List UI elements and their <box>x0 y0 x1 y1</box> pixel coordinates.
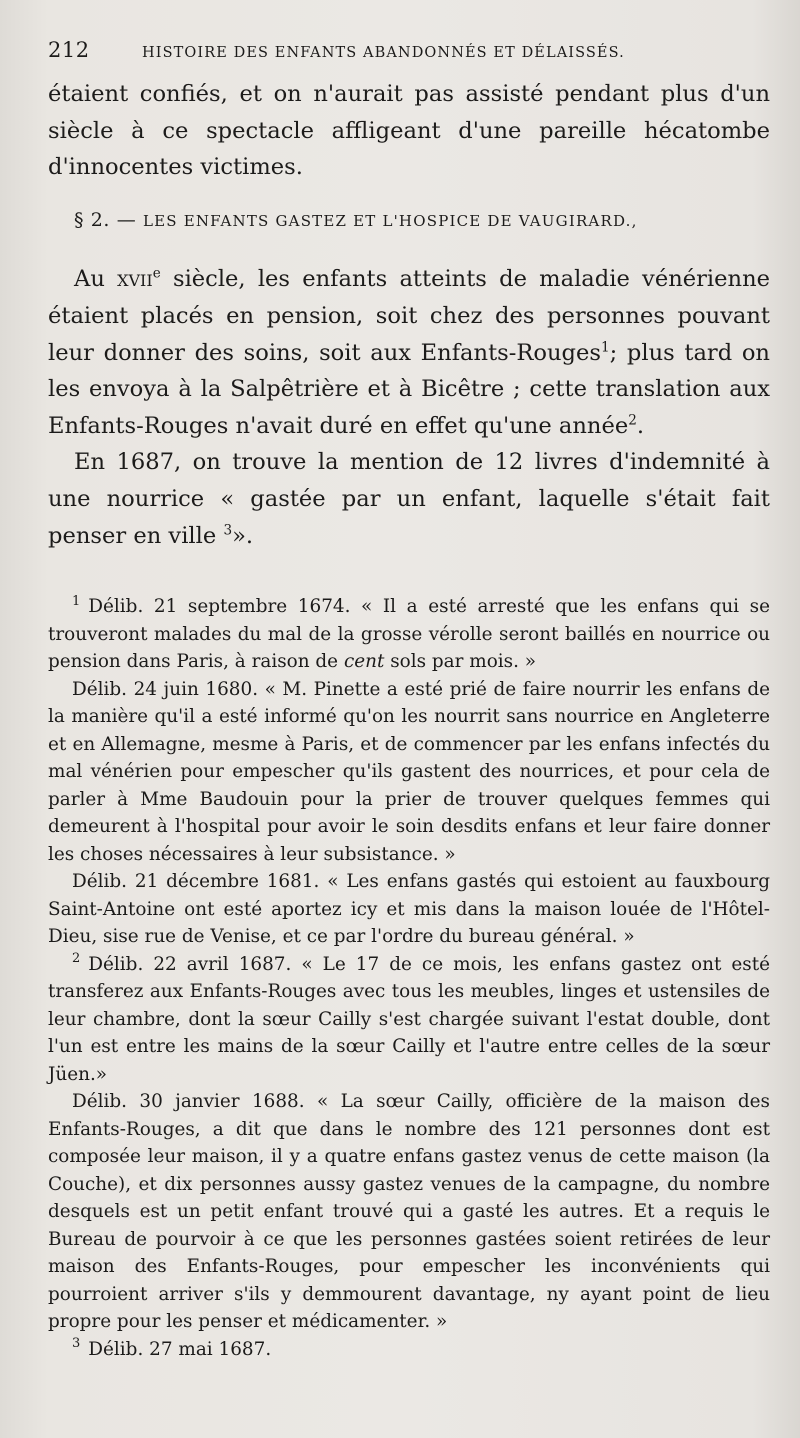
footnote-mark-1: 1 <box>72 593 81 609</box>
paragraph-start: Au <box>74 266 105 293</box>
paragraph-1687-end: ». <box>232 522 254 549</box>
page-number: 212 <box>48 38 90 62</box>
footnotes <box>48 593 770 1363</box>
century-suffix: e <box>152 265 161 282</box>
running-title: HISTOIRE DES ENFANTS ABANDONNÉS ET DÉLAISSÉS. <box>142 45 625 61</box>
paragraph-text-a: siècle, les enfants atteints de maladie vénérienne étaient placés en pension, soit chez des personnes pouvant leur donner des soins, soit aux Enfants-Rouges <box>48 266 770 366</box>
footnote-mark-3: 3 <box>72 1336 81 1352</box>
section-title: LES ENFANTS GASTEZ ET L'HOSPICE DE VAUGIRARD., <box>142 211 638 230</box>
footnote-1-continuation-1680: Délib. 24 juin 1680. « M. Pinette a esté prié de faire nourrir les enfans de la manière qu'il a esté informé qu'on les nourrit sans nourrice en Angleterre et en Allemagne, mesme à Paris, et de commencer par les enfans infectés du mal vénérien pour empescher qu'ils gastent des nourrices, et pour cela de parler à Mme Baudouin pour la prier de trouver quelques femmes qui demeurent à l'hospital pour avoir le soin desdits enfans et leur faire donner les choses nécessaires à leur subsistance. » <box>48 678 770 865</box>
running-header <box>48 38 766 66</box>
main-text <box>48 76 770 554</box>
paragraph-venereal-children <box>48 261 770 444</box>
footnote-2 <box>48 951 770 1089</box>
footnote-mark-2: 2 <box>72 951 81 967</box>
section-heading <box>48 202 770 240</box>
footnote-ref-1[interactable]: 1 <box>600 339 610 356</box>
footnote-3 <box>48 1336 770 1364</box>
footnote-ref-3[interactable]: 3 <box>223 522 233 538</box>
footnote-ref-2[interactable]: 2 <box>628 412 637 429</box>
footnote-1-continuation-1681: Délib. 21 décembre 1681. « Les enfans gastés qui estoient au fauxbourg Saint-Antoine ont esté aportez icy et mis dans la maison louée de l'Hôtel-Dieu, sise rue de Venise, et ce par l'ordre du bureau général. » <box>48 871 770 947</box>
footnote-2-text: Délib. 22 avril 1687. « Le 17 de ce mois, les enfans gastez ont esté transferez aux Enfants-Rouges avec tous les meubles, linges et ustensiles de leur chambre, dont la sœur Cailly s'est chargée suivant l'estat double, dont l'un est entre les mains de la sœur Cailly et l'autre entre celles de la sœur Jüen.» <box>48 953 770 1085</box>
paragraph-text-c: . <box>636 412 645 439</box>
footnote-1-text-b: sols par mois. » <box>390 651 537 672</box>
opening-paragraph: étaient confiés, et on n'aurait pas assisté pendant plus d'un siècle à ce spectacle affligeant d'une pareille hécatombe d'innocentes victimes. <box>48 81 770 181</box>
footnote-1-emphasis: cent <box>343 651 385 672</box>
footnote-2-continuation-1688: Délib. 30 janvier 1688. « La sœur Cailly, officière de la maison des Enfants-Rouges, a dit que dans le nombre des 121 personnes dont est composée leur maison, il y a quatre enfans gastez venus de cette maison (la Couche), et dix personnes aussy gastez venues de la campagne, du nombre desquels est un petit enfant trouvé qui a gasté les autres. Et a requis le Bureau de pourvoir à ce que les personnes gastées soient retirées de leur maison des Enfants-Rouges, pour empescher les inconvénients qui pourroient arriver s'ils y demmourent davantage, ny ayant point de lieu propre pour les penser et médicamenter. » <box>48 1091 770 1332</box>
section-number: § 2. — <box>74 208 137 231</box>
footnote-3-text: Délib. 27 mai 1687. <box>88 1338 272 1360</box>
paragraph-text-b: ; plus tard on les envoya à la Salpêtrière et à Bicêtre ; cette translation aux Enfants-Rouges n'avait duré en effet qu'une année <box>48 339 770 439</box>
paragraph-1687 <box>48 444 770 554</box>
century-numeral: xvii <box>117 266 153 293</box>
footnote-1-text-a: Délib. 21 septembre 1674. « Il a esté arresté que les enfans qui se trouveront malades du mal de la grosse vérolle seront baillés en nourrice ou pension dans Paris, à raison de <box>48 596 770 672</box>
footnote-1 <box>48 593 770 676</box>
paragraph-1687-text: En 1687, on trouve la mention de 12 livres d'indemnité à une nourrice « gastée par un enfant, laquelle s'était fait penser en ville <box>48 449 770 549</box>
